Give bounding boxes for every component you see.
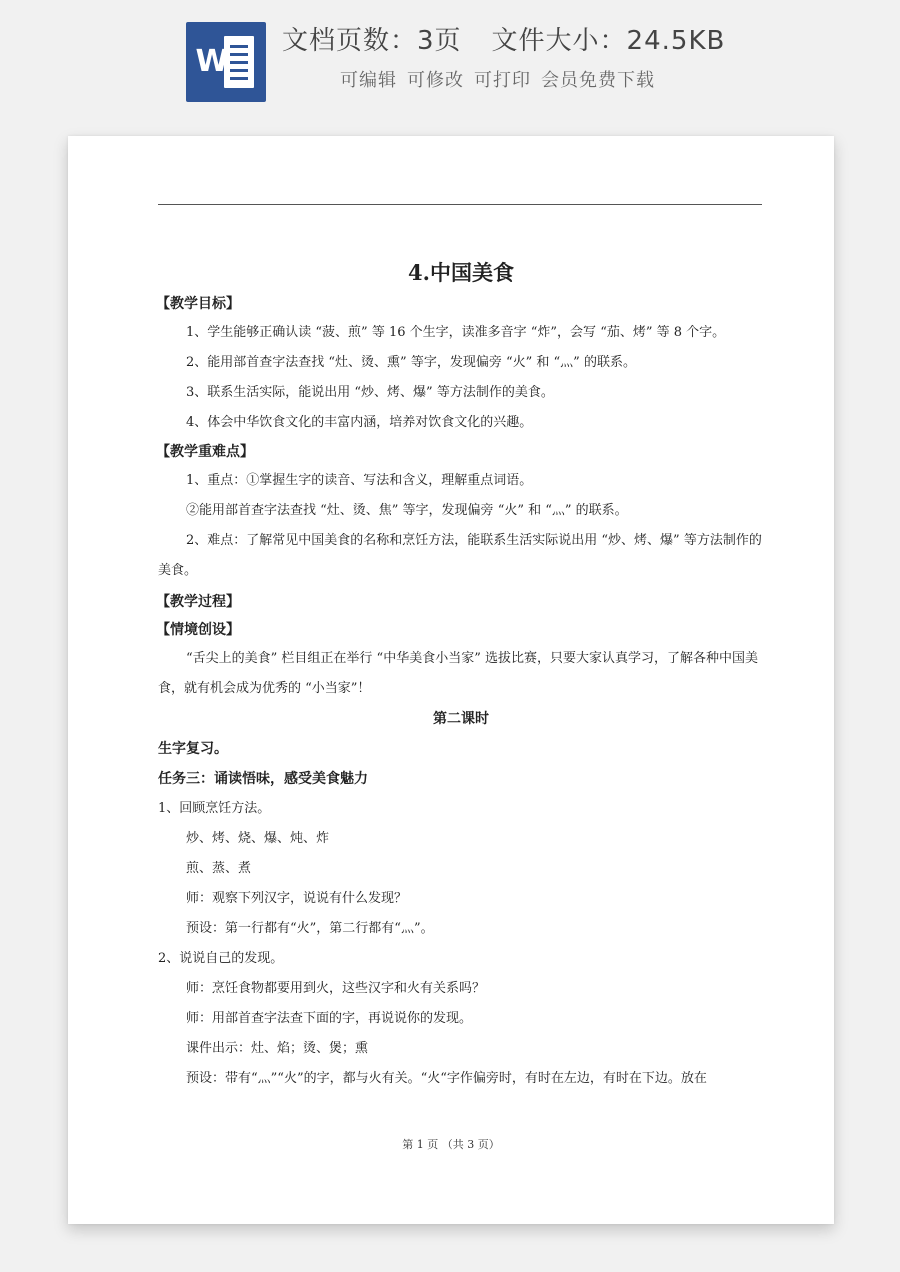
download-banner: [0, 0, 900, 120]
step-line: 师：用部首查字法查下面的字，再说说你的发现。: [186, 1011, 473, 1026]
doc-title: 4.中国美食: [408, 260, 514, 285]
step-line: 师：观察下列汉字，说说有什么发现？: [186, 891, 408, 906]
goal-item: 4、体会中华饮食文化的丰富内涵，培养对饮食文化的兴趣。: [186, 415, 533, 430]
step-line: 预设：第一行都有“火”，第二行都有“灬”。: [186, 921, 434, 936]
word-file-icon: [186, 22, 266, 102]
step-line: 师：烹饪食物都要用到火，这些汉字和火有关系吗？: [186, 981, 486, 996]
file-info: [282, 20, 842, 57]
document-page: [68, 136, 834, 1224]
step-line: 炒、烤、烧、爆、炖、炸: [186, 831, 330, 846]
step-line: 煎、蒸、煮: [186, 861, 252, 876]
page-footer: 第 1 页 （共 3 页）: [402, 1138, 500, 1151]
header-rule: [158, 204, 762, 205]
lesson-title: 第二课时: [433, 711, 489, 727]
task-heading: 任务三：诵读悟味，感受美食魅力: [158, 771, 368, 787]
heading-key-points: 【教学重难点】: [156, 444, 254, 460]
word-letter: W: [195, 44, 229, 79]
step-heading: 2、说说自己的发现。: [158, 951, 284, 966]
review-heading: 生字复习。: [158, 741, 228, 757]
heading-process: 【教学过程】: [156, 594, 240, 610]
feature-editable: 可编辑: [340, 70, 397, 91]
feature-modifiable: 可修改: [407, 70, 464, 91]
feature-member-download: 会员免费下载: [541, 70, 655, 91]
page-count: 文档页数：3页: [282, 26, 462, 56]
scene-paragraph: “舌尖上的美食” 栏目组正在举行 “中华美食小当家” 选拔比赛，只要大家认真学习，了解各种中国美食，就有机会成为优秀的 “小当家”！: [158, 651, 758, 696]
document-body: [158, 256, 764, 1094]
goal-item: 1、学生能够正确认读 “菠、煎” 等 16 个生字，读准多音字 “炸”，会写 “茄、烤” 等 8 个字。: [186, 325, 726, 340]
file-size: 文件大小：24.5KB: [491, 26, 726, 56]
key-item: 1、重点：①掌握生字的读音、写法和含义，理解重点词语。: [186, 473, 533, 488]
step-line: 课件出示：灶、焰；烫、煲；熏: [186, 1041, 369, 1056]
step-line: 预设：带有“灬”“火”的字，都与火有关。“火“字作偏旁时，有时在左边，有时在下边。放在: [186, 1071, 707, 1086]
step-heading: 1、回顾烹饪方法。: [158, 801, 271, 816]
feature-list: [340, 66, 655, 92]
goal-item: 3、联系生活实际，能说出用 “炒、烤、爆” 等方法制作的美食。: [186, 385, 554, 400]
goal-item: 2、能用部首查字法查找 “灶、烫、熏” 等字，发现偏旁 “火” 和 “灬” 的联系。: [186, 355, 636, 370]
heading-scene: 【情境创设】: [156, 622, 240, 638]
key-item: 2、难点：了解常见中国美食的名称和烹饪方法，能联系生活实际说出用 “炒、烤、爆” 等方法制作的美食。: [158, 533, 762, 578]
feature-printable: 可打印: [474, 70, 531, 91]
heading-goals: 【教学目标】: [156, 296, 240, 312]
key-item: ②能用部首查字法查找 “灶、烫、焦” 等字，发现偏旁 “火” 和 “灬” 的联系。: [186, 503, 628, 518]
